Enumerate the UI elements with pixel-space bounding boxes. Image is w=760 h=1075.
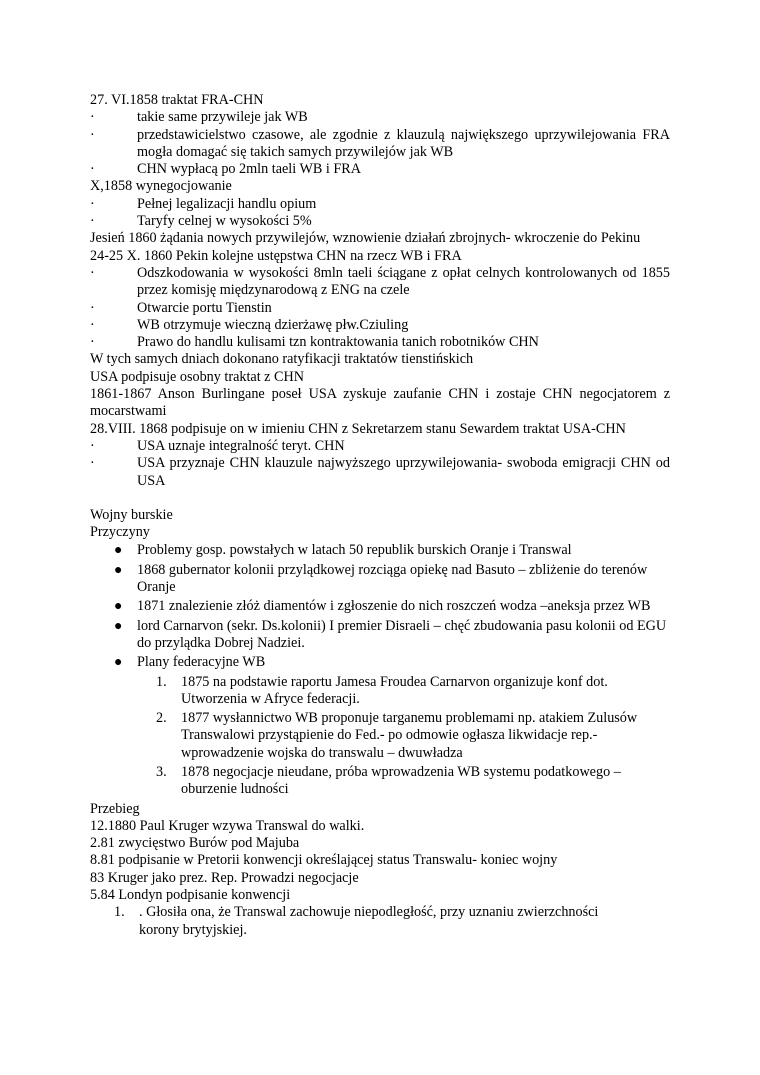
section-title: Wojny burskie: [90, 506, 173, 523]
bullet-icon: ·: [90, 455, 95, 472]
bullet-icon: ·: [90, 334, 95, 351]
paragraph: 83 Kruger jako prez. Rep. Prowadzi negocjacje: [90, 869, 359, 886]
disc-bullet-icon: ●: [114, 543, 123, 559]
paragraph: USA podpisuje osobny traktat z CHN: [90, 368, 304, 385]
bullet-icon: ·: [90, 316, 95, 333]
section-heading: X,1858 wynegocjowanie: [90, 178, 232, 195]
disc-bullet-icon: ●: [114, 618, 123, 634]
paragraph: 5.84 Londyn podpisanie konwencji: [90, 887, 291, 904]
section-heading: 27. VI.1858 traktat FRA-CHN: [90, 92, 264, 108]
list-item: · przedstawicielstwo czasowe, ale zgodnie z klauzulą największego uprzywilejowania FRA mogła domagać się takich samych przywilejów jak WB: [90, 126, 670, 160]
bullet-icon: ·: [90, 264, 95, 281]
list-item: · USA przyznaje CHN klauzule najwyższego uprzywilejowania- swoboda emigracji CHN od USA: [90, 455, 670, 489]
list-item: · Pełnej legalizacji handlu opium: [90, 195, 317, 212]
list-item: · Otwarcie portu Tienstin: [90, 299, 272, 316]
document-page: [90, 92, 670, 939]
disc-bullet-icon: ●: [114, 655, 123, 671]
numbered-item: 1. . Głosiła ona, że Transwal zachowuje niepodległość, przy uznaniu zwierzchności korony brytyjskiej.: [114, 904, 599, 938]
bullet-icon: ·: [90, 299, 95, 316]
paragraph: 2.81 zwycięstwo Burów pod Majuba: [90, 835, 300, 852]
bullet-icon: ·: [90, 109, 95, 126]
list-item: · takie same przywileje jak WB: [90, 109, 308, 126]
list-item: · Prawo do handlu kulisami tzn kontraktowania tanich robotników CHN: [90, 334, 539, 351]
subsection-label: Przyczyny: [90, 524, 150, 541]
blank-line: [90, 490, 670, 507]
bullet-icon: ·: [90, 161, 95, 178]
bullet-icon: ·: [90, 213, 95, 230]
disc-bullet-icon: ●: [114, 599, 123, 615]
paragraph: Jesień 1860 żądania nowych przywilejów, wznowienie działań zbrojnych- wkroczenie do Pekinu: [90, 230, 641, 247]
disc-bullet-icon: ●: [114, 562, 123, 578]
list-item: ● 1868 gubernator kolonii przylądkowej rozciąga opiekę nad Basuto – zbliżenie do terenów Oranje: [114, 561, 648, 596]
paragraph: 12.1880 Paul Kruger wzywa Transwal do walki.: [90, 817, 365, 834]
paragraph: W tych samych dniach dokonano ratyfikacji traktatów tienstińskich: [90, 351, 474, 368]
bullet-icon: ·: [90, 437, 95, 454]
list-item: · Odszkodowania w wysokości 8mln taeli ściągane z opłat celnych kontrolowanych od 1855 przez komisję międzynarodową z ENG na czele: [90, 264, 670, 299]
numbered-item: 3. 1878 negocjacje nieudane, próba wprowadzenia WB systemu podatkowego – oburzenie ludności: [156, 763, 621, 798]
paragraph: 1861-1867 Anson Burlingane poseł USA zyskuje zaufanie CHN i zostaje CHN negocjatorem z mocarstwami: [90, 386, 670, 420]
bullet-icon: ·: [90, 126, 95, 143]
bullet-icon: ·: [90, 195, 95, 212]
numbered-item: 2. 1877 wysłannictwo WB proponuje targanemu problemami np. atakiem Zulusów Transwalowi przystąpienie do Fed.- po odmowie ogłasza likwidacje rep.- wprowadzenie wojska do transwalu – dwuwładza: [156, 710, 638, 761]
subsection-label: Przebieg: [90, 800, 140, 817]
list-item: · WB otrzymuje wieczną dzierżawę płw.Cziuling: [90, 316, 409, 333]
list-item: · CHN wypłacą po 2mln taeli WB i FRA: [90, 161, 361, 178]
paragraph: 8.81 podpisanie w Pretorii konwencji określającej status Transwalu- koniec wojny: [90, 852, 558, 869]
list-item: · USA uznaje integralność teryt. CHN: [90, 437, 345, 454]
paragraph: 28.VIII. 1868 podpisuje on w imieniu CHN z Sekretarzem stanu Sewardem traktat USA-CHN: [90, 420, 626, 437]
list-item: ● Plany federacyjne WB: [114, 654, 266, 671]
list-item: ● lord Carnarvon (sekr. Ds.kolonii) I premier Disraeli – chęć zbudowania pasu kolonii od EGU do przylądka Dobrej Nadziei.: [114, 617, 667, 651]
section-heading: 24-25 X. 1860 Pekin kolejne ustępstwa CHN na rzecz WB i FRA: [90, 247, 462, 264]
numbered-item: 1. 1875 na podstawie raportu Jamesa Froudea Carnarvon organizuje konf dot. Utworzenia w Afryce federacji.: [156, 673, 608, 707]
list-item: ● 1871 znalezienie złóż diamentów i zgłoszenie do nich roszczeń wodza –aneksja przez WB: [114, 598, 651, 615]
list-item: · Taryfy celnej w wysokości 5%: [90, 213, 312, 230]
list-item: ● Problemy gosp. powstałych w latach 50 republik burskich Oranje i Transwal: [114, 542, 572, 559]
